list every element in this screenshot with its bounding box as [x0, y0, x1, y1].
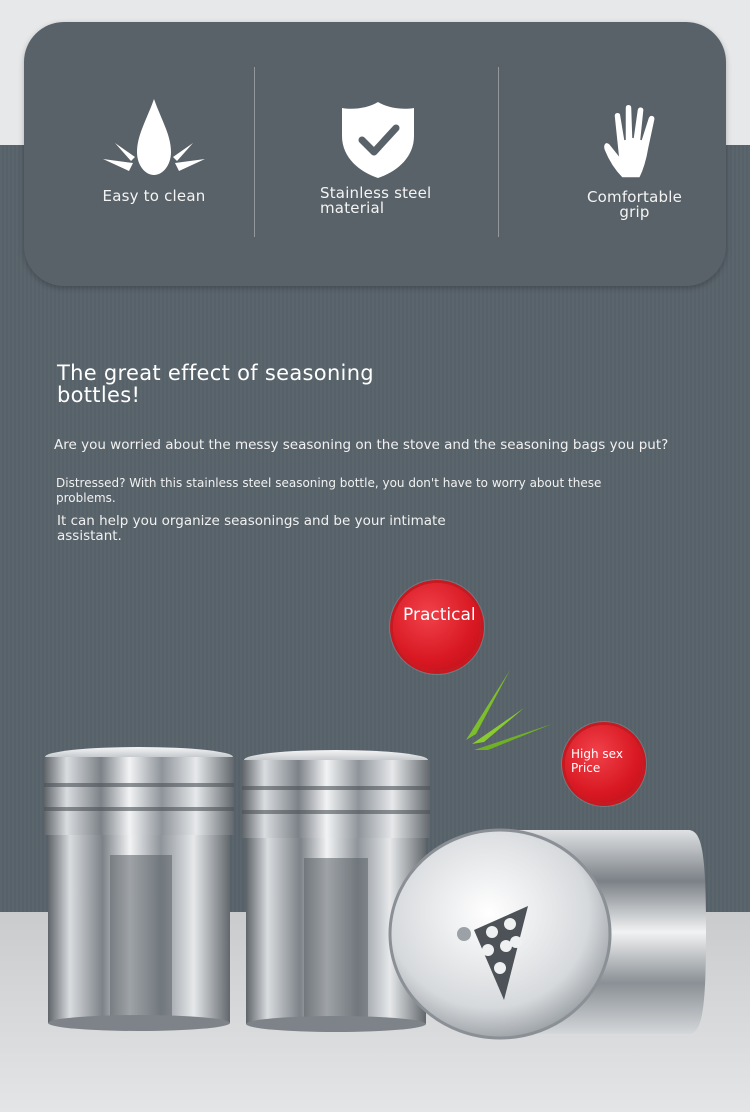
green-accent-shape — [462, 668, 557, 753]
shield-check-icon — [338, 100, 418, 180]
badge-price — [565, 725, 643, 803]
paragraph-distressed: Distressed? With this stainless steel seasoning bottle, you don't have to worry about these problems. — [56, 476, 602, 505]
feature-easy-clean — [84, 97, 224, 204]
feature-label-grip: Comfortable grip — [586, 188, 683, 221]
feature-panel — [24, 22, 726, 286]
feature-grip — [572, 102, 697, 220]
badge-practical-label: Practical — [403, 605, 476, 625]
hand-icon — [600, 102, 670, 180]
water-drop-icon — [99, 97, 209, 179]
feature-divider — [498, 67, 499, 237]
feature-stainless — [320, 100, 450, 216]
paragraph-worried: Are you worried about the messy seasoning on the stove and the seasoning bags you put? — [54, 437, 669, 453]
feature-divider — [254, 67, 255, 237]
badge-price-label: High sex Price — [571, 747, 623, 775]
paragraph-organize: It can help you organize seasonings and be your intimate assistant. — [57, 513, 446, 544]
jar-lying-right — [388, 822, 710, 1044]
feature-label-stainless: Stainless steel material — [320, 184, 432, 217]
badge-practical — [393, 583, 481, 671]
jar-upright-left — [40, 745, 238, 1035]
headline: The great effect of seasoning bottles! — [57, 361, 374, 407]
feature-label-easy-clean: Easy to clean — [102, 187, 206, 205]
